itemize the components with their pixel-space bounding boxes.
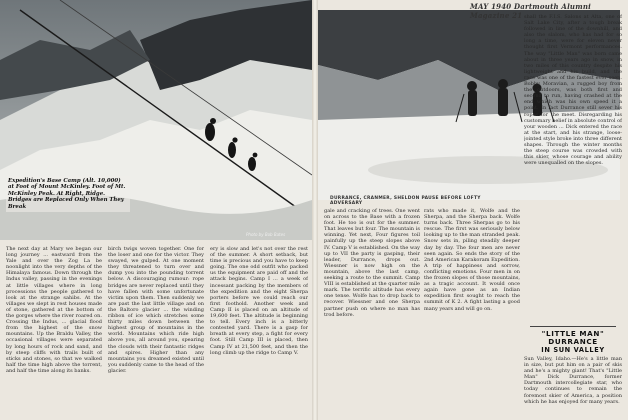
left-photo-credit: Photo by Bob Bates [246, 232, 286, 237]
article-column-4: gale and cracking of trees. One went on across to the Base with a frozen foot. He too is out for the summer. That leaves but four. The mountain is winning. Yet next, Four figures toil painfully up the steep slopes above IV. Camp V is established. On the way up to VII the party is gasping, their leader, Durrance, drops out. Wiessner is now high on the mountain, above the last camp, seeking a route to the summit. Camp VIII is established at the quarter mile mark. The terrific altitude has every one tense. Wolfe has to drop back to recover. Wiessner and one Sherpa partner push on where no man has trod before. [324, 208, 420, 318]
right-photo-caption: DURRANCE, CRANMER, SHELDON PAUSE BEFORE LOFTY ADVERSARY [330, 196, 481, 206]
heading-rule-top [530, 326, 616, 327]
article-column-2: birch twigs woven together. One for the loser and one for the victor. They swayed, we gulped. At one moment they threatened to turn over and dump you into the pounding torrent below. A discouraging rumour: rope bridges are never replaced until they have fallen with some unfortunate victim upon them. Then suddenly we are past the last little village and on the Baltoro glacier ... the winding ribbon of ice which stretches some thirty miles down between the highest group of mountains in the world. Mountains which ride high above you, all around you, spearing the clouds with their fantastic ridges and spires. Higher than any mountains you dreamed existed until you suddenly came to the head of the glacier. [108, 246, 204, 374]
article-column-3: ery is slow and let's not over the rest of the summer. A short setback, but time is precious and you have to keep going. The one odd outfit who packed us the equipment are paid off and the attack begins. Camp I ... a week of incessant packing by the members of the expedition and the eight Sherpa porters before we could reach our first foothold. Another week and Camp II is placed on an altitude of 19,600 feet. The altitude is beginning to tell. Every inch is a bitterly contested yard. There is a gasp for breath at every step, a fight for every foot. Still Camp III is placed, then Camp IV at 21,500 feet, and then the long climb up the ridge to Camp V. [210, 246, 308, 356]
boxed-feature-subtitle: IN SUN VALLEY [541, 346, 605, 354]
boxed-feature-text: Sun Valley, Idaho.—He's a little man in size, but put him on a pair of skis and he's a mighty giant! That's "Little Man" Dick Durrance, former Dartmouth intercollegiate star, who today continues to remain the foremost skier of America, a position which he has enjoyed for many years. [524, 356, 622, 405]
left-photo-caption: Expedition's Base Camp (Alt. 10,000) at Foot of Mount McKinley. Foot of Mt. McKinley Peak. At Right, Ridge. Bridges are Replaced Only When They Break [6, 176, 130, 212]
article-column-6: shall the F.I.S. Salons at Alta, one of Salt Lake City, after a tough break followed in line of the downhill, and also the slalom, who has had for so long a time, were for eleven never thought first Vermont performances. The way "Little Man" was born came about in three years ago in snow, in two miles of this country despite his lightweight and his build, and the race was one of the fastest ever seen. Bobby Moravian, a rugged boy from the outdoors, was both first and second to run, having crashed at the end which was his own speed it a point. In fact Durrance still sever his ropes for the meet. Disregarding his customary belief in absolute control of your wooden ... Dick entered the race at the start, and his strange, loose-jointed style broke into three different shapes. Through the winter months the steep course was crowded with this skier, whose courage and ability were unequalled on the slopes. [524, 14, 622, 167]
article-column-1: The next day at Mary we began our long journey ... eastward from the Yale and over the Zog La be noonlight into the very depths of the Himalaya famous. Down through the Indus valley, passing in the evenings at little villages where in long processions the people gathered to look at the strange sahibs. At the villages we slept in rest houses made of stone, gathered at the bottom of the gorges where the river roared on. Crossing the Indus, ... glacial flood from the highest of the snow mountains. Up the Braldu Valley, the occasional villages were separated by long hours of rock and sand, and by steep cliffs with trails built of sticks and stones, so that we walked half the time high above the torrent, and half the time along its banks. [6, 246, 102, 374]
boxed-feature-title: "LITTLE MAN" DURRANCE [541, 329, 605, 346]
boxed-feature-heading [524, 324, 622, 354]
running-head: MAY 1940 Dartmouth Alumni Magazine 21 [470, 2, 591, 20]
article-column-5: rats who made it, Wolfe and the Sherpa, and the Sherpa back. Wolfe turns back. Three Sherpas go to his rescue. The first was seriously below looking up to the man stranded peak. Snow sets in, piling steadily deeper day by day. The four men are never seen again. So ends the story of the 2nd American Karakoram Expedition. A trip of happiness and sorrow, conflicting emotions. Four men in on the frozen slopes of those mountains, as a tragic account. It would once again have gone as an Indian expedition first sought to reach the summit of K 2. A fight lasting a good many years and will go on. [424, 208, 520, 312]
